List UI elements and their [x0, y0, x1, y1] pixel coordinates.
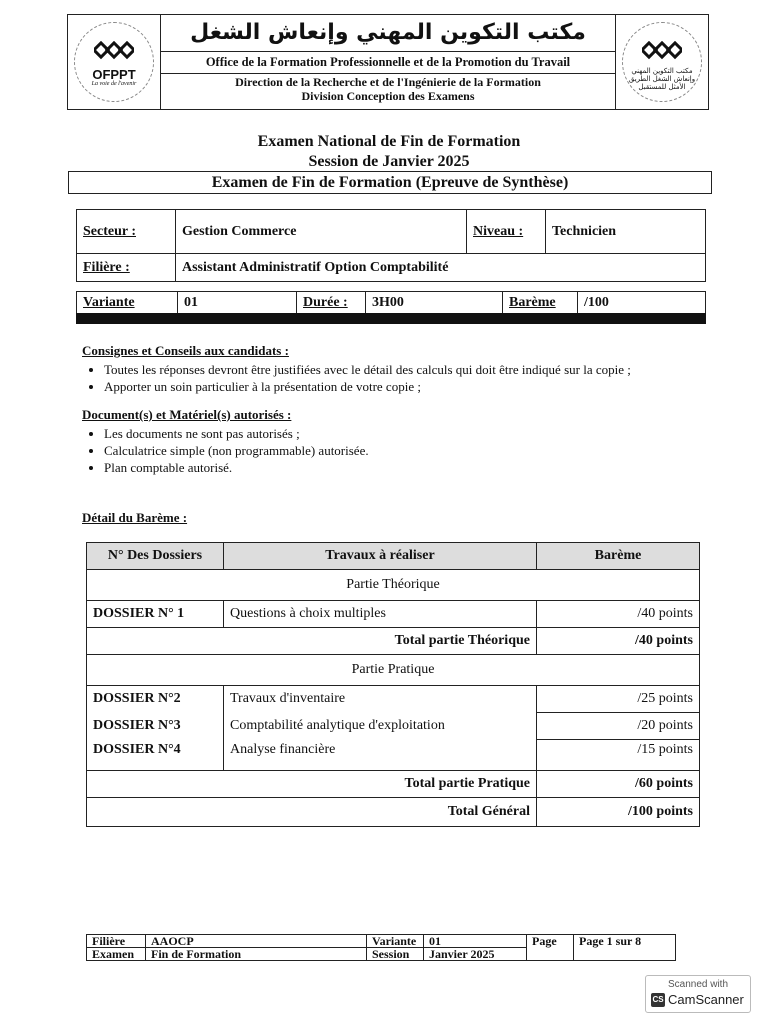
total-general-label: Total Général [87, 797, 537, 826]
header-direction: Direction de la Recherche et de l'Ingénierie de la Formation [235, 75, 541, 89]
dossier-1-points: /40 points [537, 601, 700, 628]
camscanner-line1: Scanned with [667, 979, 729, 990]
dossier-4-points: /15 points [537, 740, 700, 771]
secteur-label: Secteur : [83, 223, 136, 239]
dossier-2-points: /25 points [537, 686, 700, 713]
exam-title: Examen National de Fin de Formation [257, 133, 521, 150]
header-logo-right-cell [615, 15, 708, 109]
list-item: • Plan comptable autorisé. [104, 459, 682, 476]
filiere-label-cell [77, 254, 176, 282]
variante-value: 01 [178, 292, 297, 315]
table-row [87, 601, 700, 628]
header-logo-left-cell [68, 15, 161, 109]
header-arabic-title: مكتب التكوين المهني وإنعاش الشغل [160, 15, 616, 52]
info-table [76, 209, 706, 282]
header-division: Division Conception des Examens [301, 89, 475, 103]
consignes-section [82, 343, 682, 395]
bareme-label: Barème [509, 295, 556, 310]
footer-examen-label: Examen [87, 948, 146, 961]
footer-page-value: Page 1 sur 8 [574, 935, 676, 961]
variante-label: Variante [83, 295, 135, 310]
footer-session-value: Janvier 2025 [424, 948, 527, 961]
col-bareme: Barème [537, 543, 700, 570]
logo-left-text: OFPPT [92, 67, 136, 82]
consignes-heading: Consignes et Conseils aux candidats : [82, 343, 289, 358]
documents-list [82, 425, 682, 476]
partie-theorique: Partie Théorique [87, 570, 700, 601]
exam-session: Session de Janvier 2025 [308, 153, 470, 170]
camscanner-icon: CS [651, 993, 665, 1007]
duree-label-cell [297, 292, 366, 315]
footer-examen-value: Fin de Formation [146, 948, 367, 961]
dossier-3-points: /20 points [537, 713, 700, 740]
col-dossiers: N° Des Dossiers [87, 543, 224, 570]
partie-pratique: Partie Pratique [87, 655, 700, 686]
logo-right-text: مكتب التكوين المهني وإنعاش الشغل الطريق الأمثل للمستقبل [628, 67, 696, 91]
documents-section [82, 407, 682, 476]
header-box [67, 14, 709, 110]
header-office: Office de la Formation Professionnelle et de la Promotion du Travail [160, 51, 616, 74]
footer-filiere-value: AAOCP [146, 935, 367, 948]
bareme-table [86, 542, 700, 827]
variante-label-cell [77, 292, 178, 315]
camscanner-badge [645, 975, 751, 1013]
bareme-label-cell [503, 292, 578, 315]
ofppt-emblem-icon [642, 41, 682, 63]
list-item: • Apporter un soin particulier à la présentation de votre copie ; [104, 378, 682, 395]
footer-variante-value: 01 [424, 935, 527, 948]
secteur-value: Gestion Commerce [176, 210, 467, 254]
list-item: • Toutes les réponses devront être justifiées avec le détail des calculs qui doit être indiqué sur la copie ; [104, 361, 682, 378]
total-theorique-points: /40 points [537, 628, 700, 655]
dossier-4-travaux: Analyse financière [224, 740, 537, 771]
dossier-3-label: DOSSIER N°3 [87, 713, 224, 740]
ofppt-emblem-icon [94, 41, 134, 63]
dossier-2-label: DOSSIER N°2 [87, 686, 224, 713]
total-pratique-points: /60 points [537, 770, 700, 797]
ofppt-logo-left [74, 22, 154, 102]
exam-subtitle: Examen de Fin de Formation (Epreuve de Synthèse) [68, 171, 712, 194]
duree-value: 3H00 [366, 292, 503, 315]
footer-page-label: Page [527, 935, 574, 961]
total-theorique-label: Total partie Théorique [87, 628, 537, 655]
table-row [87, 797, 700, 826]
list-item: • Calculatrice simple (non programmable) autorisée. [104, 442, 682, 459]
duree-label: Durée : [303, 295, 348, 310]
ofppt-logo-right [622, 22, 702, 102]
table-row [87, 570, 700, 601]
bareme-value: /100 [578, 292, 706, 315]
table-row [87, 655, 700, 686]
list-item: • Les documents ne sont pas autorisés ; [104, 425, 682, 442]
table-row [87, 740, 700, 771]
footer-filiere-label: Filière [87, 935, 146, 948]
niveau-label: Niveau : [473, 223, 524, 239]
camscanner-line2: CamScanner [668, 992, 744, 1007]
dossier-1-travaux: Questions à choix multiples [224, 601, 537, 628]
total-pratique-label: Total partie Pratique [87, 770, 537, 797]
documents-heading: Document(s) et Matériel(s) autorisés : [82, 407, 292, 422]
footer-table [86, 934, 676, 961]
col-travaux: Travaux à réaliser [224, 543, 537, 570]
niveau-label-cell [467, 210, 546, 254]
table-row [87, 628, 700, 655]
footer-session-label: Session [367, 948, 424, 961]
dossier-1-label: DOSSIER N° 1 [87, 601, 224, 628]
total-general-points: /100 points [537, 797, 700, 826]
dossier-2-travaux: Travaux d'inventaire [224, 686, 537, 713]
dossier-4-label: DOSSIER N°4 [87, 740, 224, 771]
secteur-label-cell [77, 210, 176, 254]
black-bar-divider [76, 313, 706, 324]
detail-heading: Détail du Barème : [82, 510, 188, 525]
logo-left-slogan: La voie de l'avenir [91, 81, 137, 87]
table-row [87, 686, 700, 713]
consignes-list [82, 361, 682, 395]
filiere-value: Assistant Administratif Option Comptabilité [176, 254, 706, 282]
header-direction-block [160, 75, 616, 103]
table-row [87, 713, 700, 740]
filiere-label: Filière : [83, 259, 130, 275]
table-header-row [87, 543, 700, 570]
niveau-value: Technicien [546, 210, 706, 254]
variante-table [76, 291, 706, 315]
dossier-3-travaux: Comptabilité analytique d'exploitation [224, 713, 537, 740]
detail-heading-wrap [82, 510, 187, 526]
table-row [87, 770, 700, 797]
footer-variante-label: Variante [367, 935, 424, 948]
